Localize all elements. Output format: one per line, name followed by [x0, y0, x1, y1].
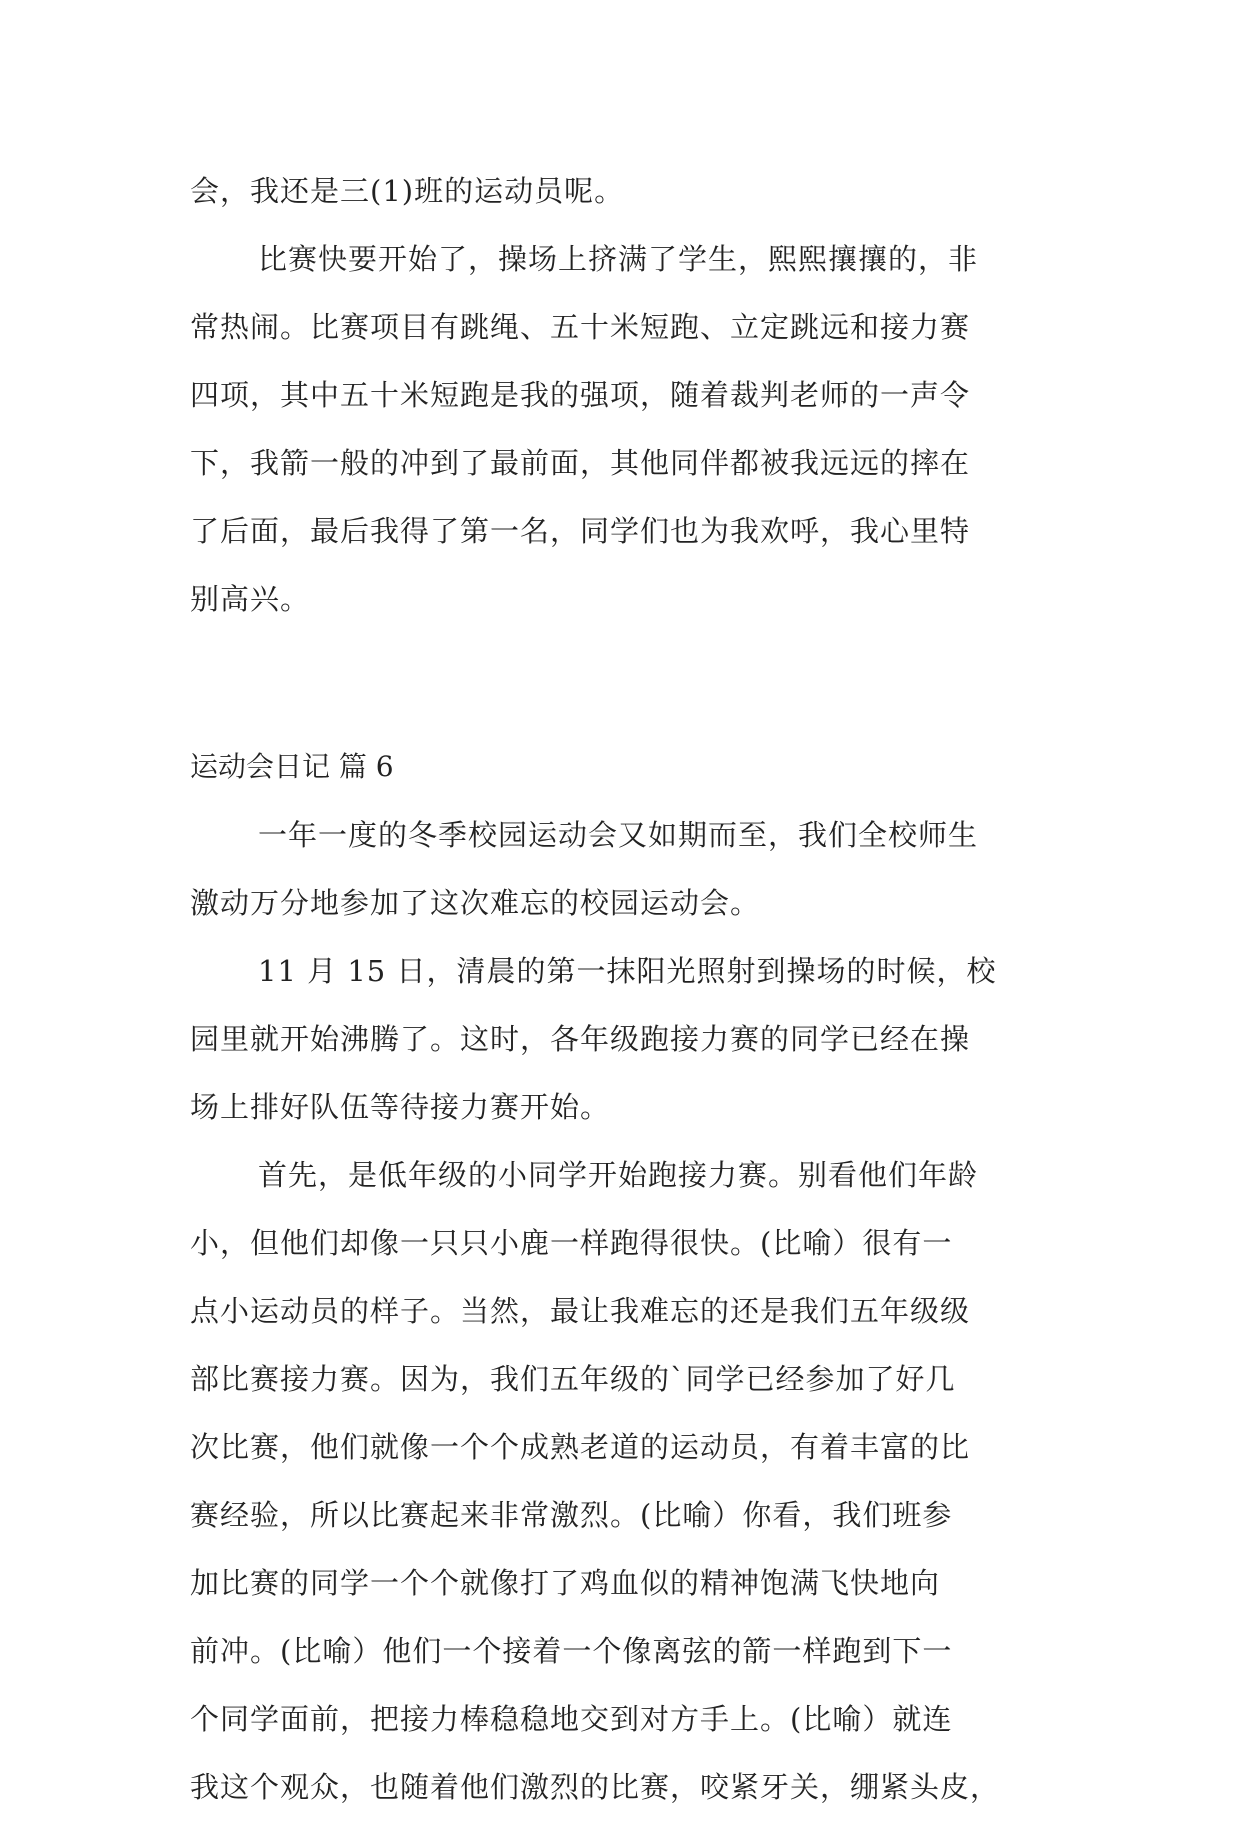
text-line: 点小运动员的样子。当然，最让我难忘的还是我们五年级级 — [190, 1294, 971, 1328]
text-line: 部比赛接力赛。因为，我们五年级的`同学已经参加了好几 — [190, 1362, 956, 1396]
text-line: 前冲。(比喻）他们一个接着一个像离弦的箭一样跑到下一 — [190, 1634, 953, 1668]
document-body — [190, 157, 1050, 1821]
paragraph-relay — [190, 1141, 1050, 1821]
text-line: 赛经验，所以比赛起来非常激烈。(比喻）你看，我们班参 — [190, 1498, 953, 1532]
text-line: 首先，是低年级的小同学开始跑接力赛。别看他们年龄 — [258, 1158, 979, 1192]
text-line: 我这个观众，也随着他们激烈的比赛，咬紧牙关，绷紧头皮， — [190, 1770, 1001, 1804]
text-line: 园里就开始沸腾了。这时，各年级跑接力赛的同学已经在操 — [190, 1022, 971, 1056]
text-line: 常热闹。比赛项目有跳绳、五十米短跑、立定跳远和接力赛 — [190, 310, 971, 344]
text-line: 次比赛，他们就像一个个成熟老道的运动员，有着丰富的比 — [190, 1430, 971, 1464]
text-line: 了后面，最后我得了第一名，同学们也为我欢呼，我心里特 — [190, 514, 971, 548]
paragraph-intro — [190, 801, 1050, 937]
text-line: 一年一度的冬季校园运动会又如期而至，我们全校师生 — [258, 818, 979, 852]
section-spacer — [190, 633, 1050, 733]
text-line: 下，我箭一般的冲到了最前面，其他同伴都被我远远的摔在 — [190, 446, 971, 480]
text-line: 小，但他们却像一只只小鹿一样跑得很快。(比喻）很有一 — [190, 1226, 953, 1260]
paragraph-continued — [190, 157, 1050, 225]
text-line: 个同学面前，把接力棒稳稳地交到对方手上。(比喻）就连 — [190, 1702, 953, 1736]
section-heading: 运动会日记 篇 6 — [190, 750, 394, 783]
text-line: 场上排好队伍等待接力赛开始。 — [190, 1090, 611, 1124]
text-line: 11 月 15 日，清晨的第一抹阳光照射到操场的时候，校 — [258, 954, 997, 988]
text-line: 四项，其中五十米短跑是我的强项，随着裁判老师的一声令 — [190, 378, 971, 412]
text-line: 别高兴。 — [190, 582, 311, 616]
text-line: 激动万分地参加了这次难忘的校园运动会。 — [190, 886, 761, 920]
paragraph-morning — [190, 937, 1050, 1141]
text-line: 会，我还是三(1)班的运动员呢。 — [190, 174, 625, 208]
text-line: 比赛快要开始了，操场上挤满了学生，熙熙攘攘的，非 — [258, 242, 979, 276]
paragraph-race — [190, 225, 1050, 633]
text-line: 加比赛的同学一个个就像打了鸡血似的精神饱满飞快地向 — [190, 1566, 941, 1600]
